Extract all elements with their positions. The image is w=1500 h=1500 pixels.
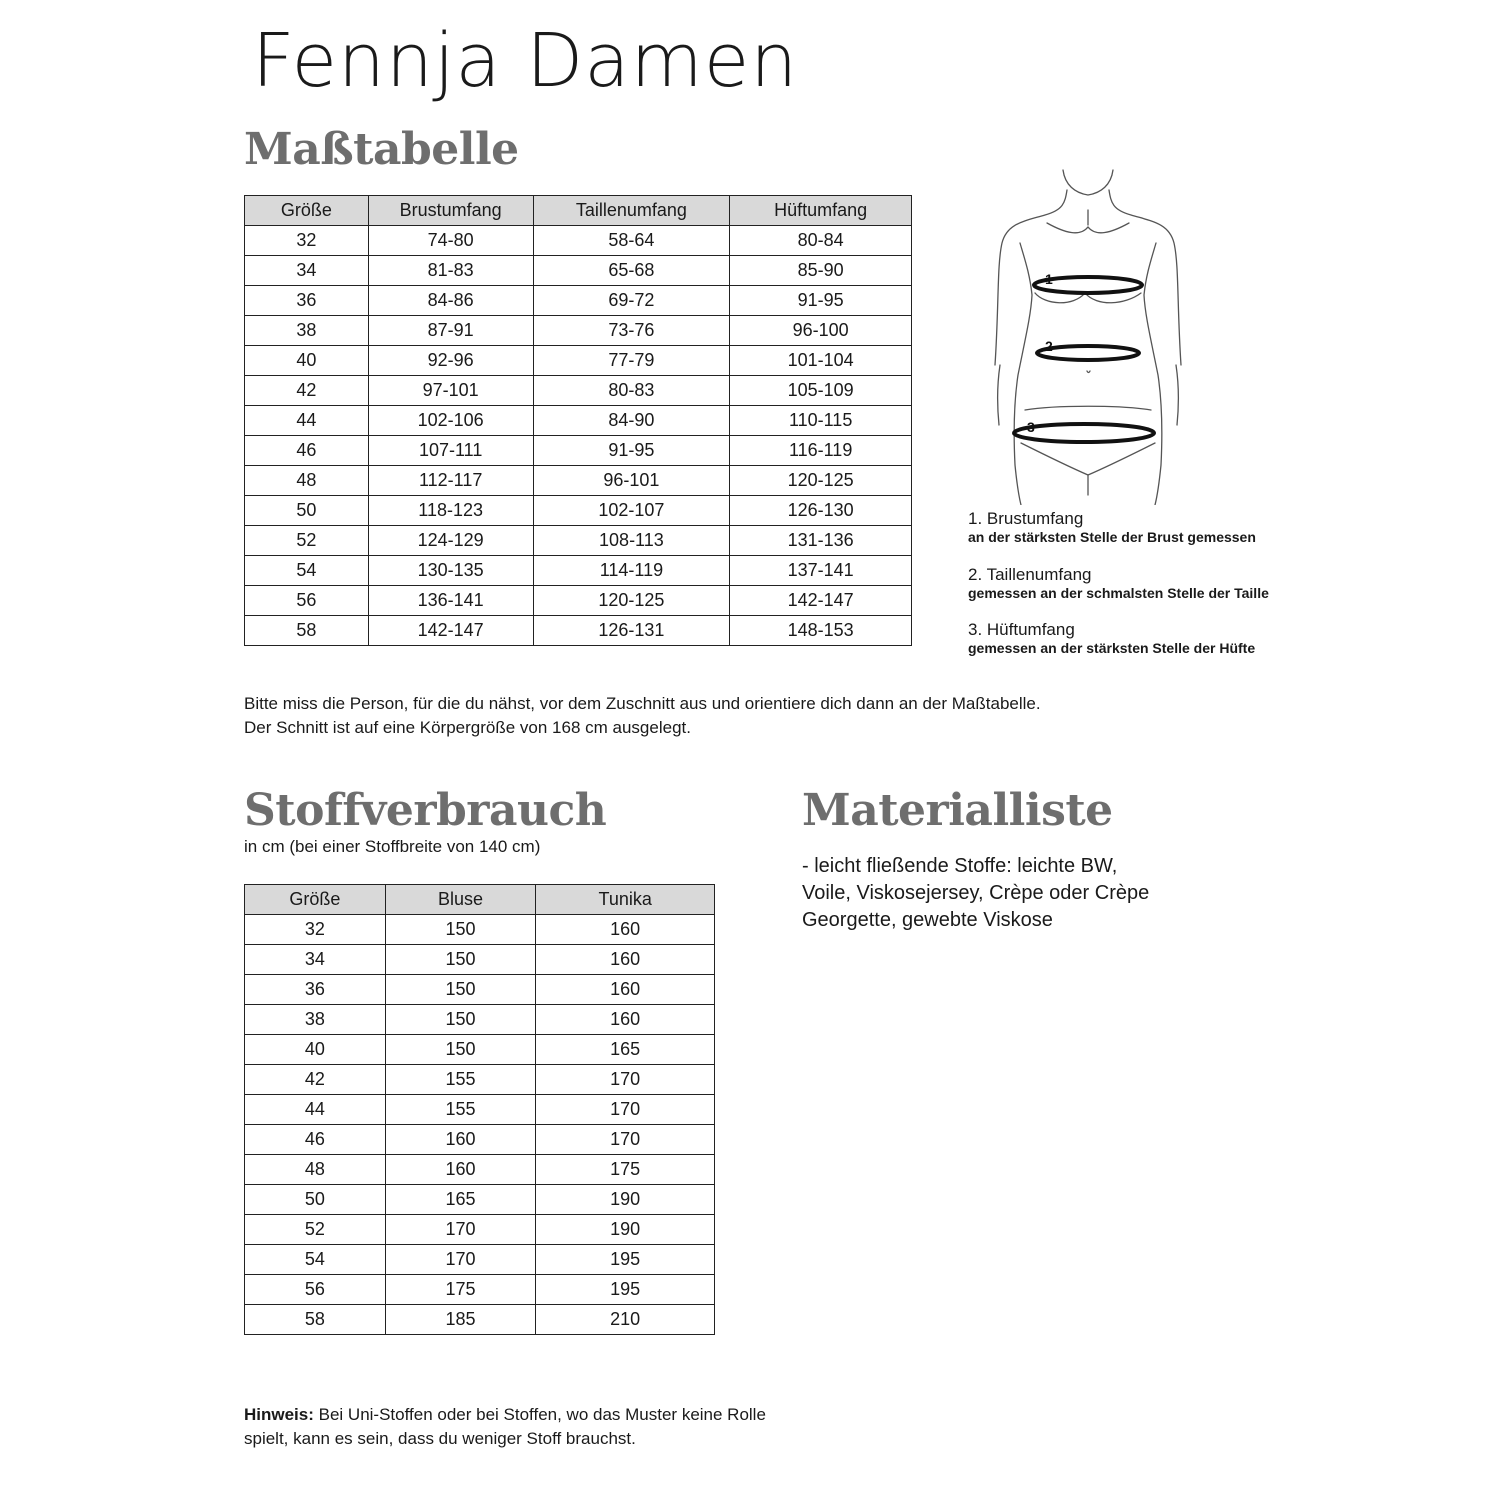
table-cell: 56 bbox=[245, 1275, 386, 1305]
hint-text: spielt, kann es sein, dass du weniger Stoff brauchst. bbox=[244, 1429, 636, 1448]
table-cell: 48 bbox=[245, 1155, 386, 1185]
table-cell: 185 bbox=[385, 1305, 536, 1335]
fabric-subheading: in cm (bei einer Stoffbreite von 140 cm) bbox=[244, 837, 541, 856]
table-row bbox=[245, 466, 912, 496]
table-row bbox=[245, 1155, 715, 1185]
fabric-heading: Stoffverbrauch bbox=[244, 785, 607, 836]
materials-line: Georgette, gewebte Viskose bbox=[802, 909, 1053, 931]
table-row bbox=[245, 1005, 715, 1035]
size-table bbox=[244, 195, 912, 646]
table-cell: 150 bbox=[385, 1005, 536, 1035]
legend-item-title: 2. Taillenumfang bbox=[968, 565, 1092, 584]
table-cell: 65-68 bbox=[533, 256, 730, 286]
page-title: Fennja Damen bbox=[252, 18, 799, 104]
table-cell: 58 bbox=[245, 1305, 386, 1335]
table-cell: 155 bbox=[385, 1065, 536, 1095]
figure-legend bbox=[968, 620, 1255, 656]
table-row bbox=[245, 1035, 715, 1065]
table-cell: 116-119 bbox=[730, 436, 912, 466]
legend-item-title: 1. Brustumfang bbox=[968, 509, 1084, 528]
legend-item-title: 3. Hüftumfang bbox=[968, 620, 1075, 639]
table-cell: 150 bbox=[385, 915, 536, 945]
hint-note bbox=[244, 1403, 766, 1451]
table-row bbox=[245, 616, 912, 646]
table-cell: 56 bbox=[245, 586, 369, 616]
table-cell: 54 bbox=[245, 556, 369, 586]
figure-legend bbox=[968, 565, 1269, 601]
table-cell: 150 bbox=[385, 1035, 536, 1065]
table-cell: 40 bbox=[245, 346, 369, 376]
table-cell: 73-76 bbox=[533, 316, 730, 346]
table-cell: 87-91 bbox=[368, 316, 533, 346]
table-cell: 44 bbox=[245, 406, 369, 436]
table-cell: 50 bbox=[245, 1185, 386, 1215]
table-cell: 42 bbox=[245, 376, 369, 406]
table-row bbox=[245, 436, 912, 466]
table-cell: 142-147 bbox=[730, 586, 912, 616]
legend-item-desc: an der stärksten Stelle der Brust gemessen bbox=[968, 529, 1256, 545]
measure-note-line: Der Schnitt ist auf eine Körpergröße von 168 cm ausgelegt. bbox=[244, 718, 691, 737]
table-cell: 54 bbox=[245, 1245, 386, 1275]
table-cell: 210 bbox=[536, 1305, 715, 1335]
table-cell: 42 bbox=[245, 1065, 386, 1095]
table-row bbox=[245, 526, 912, 556]
column-header: Taillenumfang bbox=[533, 196, 730, 226]
table-cell: 50 bbox=[245, 496, 369, 526]
table-row bbox=[245, 1305, 715, 1335]
table-cell: 32 bbox=[245, 226, 369, 256]
table-cell: 160 bbox=[385, 1155, 536, 1185]
figure-legend bbox=[968, 509, 1256, 545]
table-cell: 32 bbox=[245, 915, 386, 945]
table-row bbox=[245, 1215, 715, 1245]
measure-note-line: Bitte miss die Person, für die du nähst, vor dem Zuschnitt aus und orientiere dich dann an der Maßtabelle. bbox=[244, 694, 1041, 713]
size-table-heading: Maßtabelle bbox=[244, 124, 519, 175]
table-cell: 137-141 bbox=[730, 556, 912, 586]
table-cell: 96-100 bbox=[730, 316, 912, 346]
table-cell: 80-83 bbox=[533, 376, 730, 406]
table-cell: 52 bbox=[245, 1215, 386, 1245]
table-cell: 131-136 bbox=[730, 526, 912, 556]
materials-list bbox=[802, 853, 1149, 934]
table-cell: 101-104 bbox=[730, 346, 912, 376]
measure-note bbox=[244, 692, 1041, 740]
table-cell: 74-80 bbox=[368, 226, 533, 256]
table-row bbox=[245, 945, 715, 975]
table-row bbox=[245, 316, 912, 346]
table-cell: 155 bbox=[385, 1095, 536, 1125]
hip-measure-line bbox=[1014, 424, 1154, 442]
hint-label: Hinweis: bbox=[244, 1405, 314, 1424]
table-cell: 52 bbox=[245, 526, 369, 556]
table-row bbox=[245, 406, 912, 436]
legend-item-desc: gemessen an der stärksten Stelle der Hüfte bbox=[968, 640, 1256, 656]
column-header: Größe bbox=[245, 196, 369, 226]
table-cell: 91-95 bbox=[730, 286, 912, 316]
table-cell: 118-123 bbox=[368, 496, 533, 526]
table-cell: 81-83 bbox=[368, 256, 533, 286]
table-cell: 69-72 bbox=[533, 286, 730, 316]
table-cell: 114-119 bbox=[533, 556, 730, 586]
table-cell: 92-96 bbox=[368, 346, 533, 376]
table-cell: 96-101 bbox=[533, 466, 730, 496]
table-cell: 110-115 bbox=[730, 406, 912, 436]
table-cell: 150 bbox=[385, 945, 536, 975]
materials-line: Voile, Viskosejersey, Crèpe oder Crèpe bbox=[802, 882, 1150, 904]
table-cell: 160 bbox=[536, 1005, 715, 1035]
table-row bbox=[245, 1185, 715, 1215]
table-row bbox=[245, 286, 912, 316]
table-cell: 34 bbox=[245, 256, 369, 286]
table-row bbox=[245, 256, 912, 286]
table-cell: 120-125 bbox=[730, 466, 912, 496]
table-cell: 48 bbox=[245, 466, 369, 496]
table-cell: 195 bbox=[536, 1245, 715, 1275]
table-row bbox=[245, 346, 912, 376]
fabric-table bbox=[244, 884, 715, 1335]
column-header: Brustumfang bbox=[368, 196, 533, 226]
table-cell: 40 bbox=[245, 1035, 386, 1065]
table-cell: 91-95 bbox=[533, 436, 730, 466]
table-cell: 84-86 bbox=[368, 286, 533, 316]
table-cell: 46 bbox=[245, 436, 369, 466]
table-cell: 44 bbox=[245, 1095, 386, 1125]
table-cell: 80-84 bbox=[730, 226, 912, 256]
materials-heading: Materialliste bbox=[802, 785, 1113, 836]
table-cell: 84-90 bbox=[533, 406, 730, 436]
table-cell: 102-106 bbox=[368, 406, 533, 436]
table-cell: 165 bbox=[536, 1035, 715, 1065]
table-row bbox=[245, 556, 912, 586]
table-cell: 120-125 bbox=[533, 586, 730, 616]
table-cell: 190 bbox=[536, 1185, 715, 1215]
table-cell: 112-117 bbox=[368, 466, 533, 496]
table-cell: 38 bbox=[245, 316, 369, 346]
table-cell: 165 bbox=[385, 1185, 536, 1215]
marker-1: 1 bbox=[1045, 271, 1053, 287]
materials-line: - leicht fließende Stoffe: leichte BW, bbox=[802, 855, 1118, 877]
column-header: Bluse bbox=[385, 885, 536, 915]
table-cell: 38 bbox=[245, 1005, 386, 1035]
column-header: Hüftumfang bbox=[730, 196, 912, 226]
table-cell: 36 bbox=[245, 286, 369, 316]
table-row bbox=[245, 376, 912, 406]
table-row bbox=[245, 915, 715, 945]
table-row bbox=[245, 1095, 715, 1125]
table-cell: 175 bbox=[536, 1155, 715, 1185]
table-cell: 130-135 bbox=[368, 556, 533, 586]
table-cell: 170 bbox=[536, 1065, 715, 1095]
table-cell: 170 bbox=[536, 1095, 715, 1125]
legend-item-desc: gemessen an der schmalsten Stelle der Taille bbox=[968, 585, 1269, 601]
column-header: Größe bbox=[245, 885, 386, 915]
table-cell: 46 bbox=[245, 1125, 386, 1155]
table-row bbox=[245, 586, 912, 616]
table-cell: 170 bbox=[385, 1215, 536, 1245]
table-cell: 102-107 bbox=[533, 496, 730, 526]
table-cell: 148-153 bbox=[730, 616, 912, 646]
table-cell: 85-90 bbox=[730, 256, 912, 286]
marker-3: 3 bbox=[1027, 419, 1035, 435]
table-cell: 34 bbox=[245, 945, 386, 975]
table-cell: 36 bbox=[245, 975, 386, 1005]
body-measurement-figure bbox=[985, 165, 1215, 505]
table-cell: 195 bbox=[536, 1275, 715, 1305]
column-header: Tunika bbox=[536, 885, 715, 915]
table-cell: 124-129 bbox=[368, 526, 533, 556]
table-cell: 105-109 bbox=[730, 376, 912, 406]
table-cell: 160 bbox=[536, 915, 715, 945]
table-cell: 58 bbox=[245, 616, 369, 646]
table-cell: 170 bbox=[385, 1245, 536, 1275]
table-cell: 160 bbox=[385, 1125, 536, 1155]
table-cell: 150 bbox=[385, 975, 536, 1005]
table-cell: 58-64 bbox=[533, 226, 730, 256]
table-cell: 136-141 bbox=[368, 586, 533, 616]
table-row bbox=[245, 975, 715, 1005]
table-cell: 126-130 bbox=[730, 496, 912, 526]
table-cell: 77-79 bbox=[533, 346, 730, 376]
table-row bbox=[245, 1065, 715, 1095]
table-row bbox=[245, 496, 912, 526]
table-cell: 175 bbox=[385, 1275, 536, 1305]
table-row bbox=[245, 1125, 715, 1155]
table-row bbox=[245, 226, 912, 256]
table-cell: 126-131 bbox=[533, 616, 730, 646]
table-row bbox=[245, 1275, 715, 1305]
table-cell: 97-101 bbox=[368, 376, 533, 406]
table-cell: 107-111 bbox=[368, 436, 533, 466]
table-cell: 142-147 bbox=[368, 616, 533, 646]
table-cell: 160 bbox=[536, 945, 715, 975]
table-cell: 190 bbox=[536, 1215, 715, 1245]
marker-2: 2 bbox=[1045, 338, 1053, 354]
table-cell: 108-113 bbox=[533, 526, 730, 556]
hint-text: Bei Uni-Stoffen oder bei Stoffen, wo das Muster keine Rolle bbox=[313, 1405, 766, 1424]
table-cell: 160 bbox=[536, 975, 715, 1005]
table-cell: 170 bbox=[536, 1125, 715, 1155]
table-row bbox=[245, 1245, 715, 1275]
